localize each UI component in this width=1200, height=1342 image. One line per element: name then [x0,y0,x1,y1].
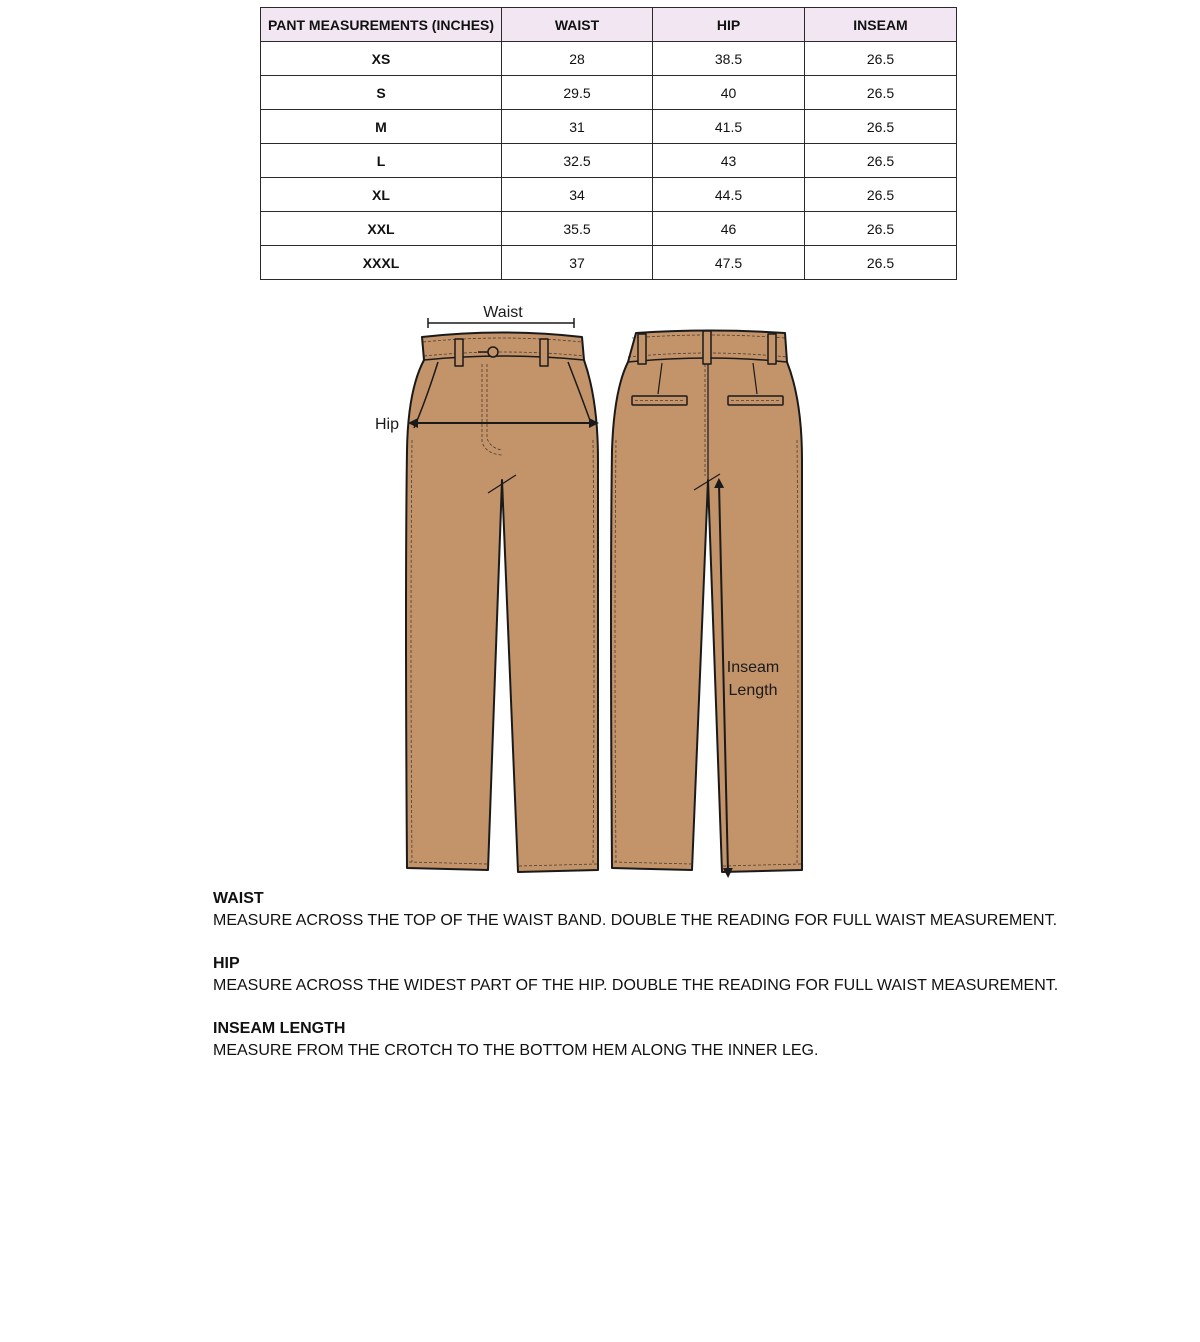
pants-measurement-diagram [360,290,820,890]
header-measurements: PANT MEASUREMENTS (INCHES) [261,8,502,42]
header-waist: WAIST [502,8,653,42]
inseam-cell: 26.5 [805,212,957,246]
waist-cell: 32.5 [502,144,653,178]
size-cell: M [261,110,502,144]
inseam-cell: 26.5 [805,110,957,144]
hip-instruction [213,953,1058,997]
waist-cell: 35.5 [502,212,653,246]
table-row [261,178,957,212]
table-row [261,144,957,178]
pants-front-view [406,333,598,873]
header-inseam: INSEAM [805,8,957,42]
waist-label: Waist [483,304,523,321]
table-row [261,42,957,76]
hip-instruction-text: MEASURE ACROSS THE WIDEST PART OF THE HIP. DOUBLE THE READING FOR FULL WAIST MEASUREMENT. [213,977,1059,994]
inseam-label-line1: Inseam [726,659,780,676]
waist-cell: 34 [502,178,653,212]
hip-cell: 44.5 [653,178,805,212]
header-hip: HIP [653,8,805,42]
waist-instruction-heading: WAIST [213,890,264,907]
table-row [261,212,957,246]
inseam-cell: 26.5 [805,76,957,110]
waist-instruction-text: MEASURE ACROSS THE TOP OF THE WAIST BAND. DOUBLE THE READING FOR FULL WAIST MEASUREMENT. [213,912,1058,929]
inseam-instruction-text: MEASURE FROM THE CROTCH TO THE BOTTOM HEM ALONG THE INNER LEG. [213,1042,819,1059]
table-header-row [261,8,957,42]
hip-cell: 40 [653,76,805,110]
hip-instruction-heading: HIP [213,955,240,972]
size-cell: XS [261,42,502,76]
waist-cell: 28 [502,42,653,76]
size-cell: XL [261,178,502,212]
inseam-instruction-heading: INSEAM LENGTH [213,1020,346,1037]
table-row [261,76,957,110]
inseam-instruction [213,1018,818,1062]
inseam-cell: 26.5 [805,246,957,280]
waist-instruction [213,888,1057,932]
size-chart-table [260,7,957,280]
size-cell: XXXL [261,246,502,280]
inseam-cell: 26.5 [805,178,957,212]
waist-cell: 31 [502,110,653,144]
table-row [261,110,957,144]
size-cell: L [261,144,502,178]
hip-cell: 46 [653,212,805,246]
hip-cell: 41.5 [653,110,805,144]
hip-cell: 38.5 [653,42,805,76]
hip-label: Hip [375,416,400,433]
pants-back-view [611,331,802,873]
size-cell: XXL [261,212,502,246]
inseam-cell: 26.5 [805,42,957,76]
size-cell: S [261,76,502,110]
inseam-cell: 26.5 [805,144,957,178]
hip-cell: 47.5 [653,246,805,280]
table-row [261,246,957,280]
waist-cell: 29.5 [502,76,653,110]
waist-cell: 37 [502,246,653,280]
hip-cell: 43 [653,144,805,178]
inseam-label-line2: Length [728,682,778,699]
